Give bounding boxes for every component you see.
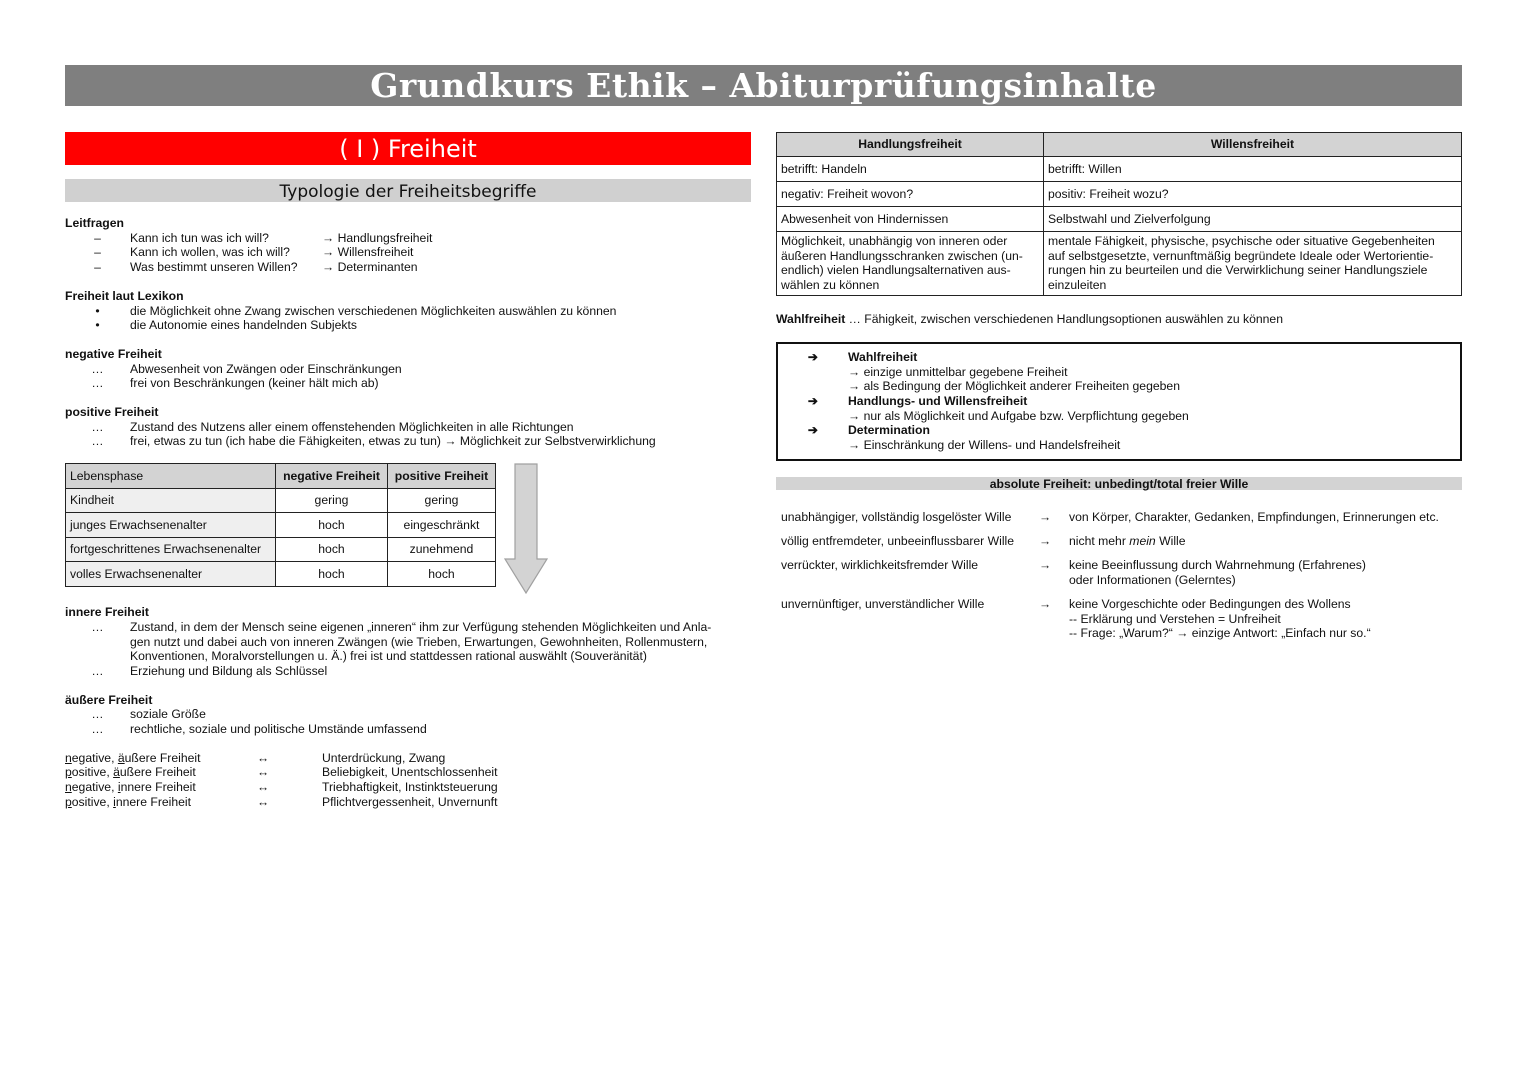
table-cell: junges Erwachsenenalter (66, 513, 276, 538)
contrast-term: negative, innere Freiheit (65, 780, 196, 795)
item-text: die Möglichkeit ohne Zwang zwischen verschiedenen Möglichkeiten auswählen zu können (130, 303, 617, 318)
table-row (777, 182, 1462, 207)
table-cell: positiv: Freiheit wozu? (1044, 182, 1462, 207)
box-text: Determination → Einschränkung der Willens- und Handelsfreiheit (848, 423, 1121, 453)
wahlfreiheit-definition (776, 312, 1462, 326)
box-text: Wahlfreiheit → einzige unmittelbar gegebene Freiheit → als Bedingung der Möglichkeit anderer Freiheiten gegeben (848, 349, 1180, 394)
list-item (65, 376, 751, 391)
item-text: keine Beeinflussung durch Wahrnehmung (Erfahrenes) oder Informationen (Gelerntes) (1069, 558, 1366, 587)
list-item (65, 420, 751, 435)
aeussere-freiheit-title: äußere Freiheit (65, 692, 153, 707)
box-item (778, 394, 1460, 423)
table-cell: zunehmend (388, 537, 496, 562)
contrast-term: positive, innere Freiheit (65, 794, 192, 809)
item-text: von Körper, Charakter, Gedanken, Empfindungen, Erinnerungen etc. (1069, 509, 1439, 524)
absolute-freiheit-title: absolute Freiheit: unbedingt/total freier Wille (776, 477, 1462, 490)
leitfragen-section (65, 216, 751, 275)
table-cell: negativ: Freiheit wovon? (777, 182, 1044, 207)
table-row (66, 562, 496, 587)
arrow-icon: → (1039, 509, 1052, 524)
item-text: Erziehung und Bildung als Schlüssel (130, 663, 328, 678)
absolute-freiheit-list (776, 510, 1462, 641)
table-cell: gering (388, 488, 496, 513)
right-arrow-icon: ➔ (807, 423, 819, 438)
list-item (65, 318, 751, 333)
contrast-result: Unterdrückung, Zwang (322, 750, 446, 765)
item-text: die Autonomie eines handelnden Subjekts (130, 318, 357, 333)
contrast-term: negative, äußere Freiheit (65, 750, 201, 765)
table-cell: hoch (276, 513, 388, 538)
item-text: soziale Größe (130, 707, 206, 722)
arrow-icon: → (1039, 533, 1052, 548)
lebensphase-table-wrap (65, 463, 751, 591)
item-text: nicht mehr mein Wille (1069, 533, 1186, 548)
wahlfreiheit-def: … Fähigkeit, zwischen verschiedenen Handlungsoptionen auswählen zu können (845, 311, 1283, 326)
ellipsis-mark: … (91, 361, 104, 376)
table-header-row (66, 464, 496, 489)
item-line: Konventionen, Moralvorstellungen u. Ä.) frei ist und stattdessen rational auswählt (Souveränität) (130, 649, 647, 664)
table-cell: Kindheit (66, 488, 276, 513)
dash-mark: – (94, 260, 101, 275)
dash-mark: – (94, 230, 101, 245)
subtitle: Typologie der Freiheitsbegriffe (65, 179, 751, 202)
header-cell: Lebensphase (66, 464, 276, 489)
table-cell: Möglichkeit, unabhängig von inneren oder äußeren Handlungsschranken zwischen (un- endlich) vielen Handlungsalternativen aus- wählen zu können (777, 232, 1044, 296)
bidirectional-arrow-icon: ↔ (257, 765, 270, 780)
item-text: Zustand des Nutzens aller einem offenstehenden Möglichkeiten in alle Richtungen (130, 419, 574, 434)
contrast-item (65, 765, 751, 780)
table-row (777, 232, 1462, 296)
header-cell: negative Freiheit (276, 464, 388, 489)
bullet-mark: • (95, 318, 100, 333)
item-text (130, 620, 711, 664)
contrast-result: Beliebigkeit, Unentschlossenheit (322, 765, 498, 780)
list-item (65, 304, 751, 319)
table-cell: Abwesenheit von Hindernissen (777, 207, 1044, 232)
innere-freiheit-title: innere Freiheit (65, 605, 149, 620)
leitfrage-item (65, 260, 751, 275)
lexikon-title: Freiheit laut Lexikon (65, 288, 184, 303)
ellipsis-mark: … (91, 722, 104, 737)
ellipsis-mark: … (91, 376, 104, 391)
list-item (65, 722, 751, 737)
bullet-mark: • (95, 303, 100, 318)
item-text: keine Vorgeschichte oder Bedingungen des Wollens -- Erklärung und Verstehen = Unfreiheit -- Frage: „Warum?“ → einzige Antwort: „Einfach nur so.“ (1069, 597, 1371, 641)
question: Kann ich tun was ich will? (130, 230, 269, 245)
table-cell: fortgeschrittenes Erwachsenenalter (66, 537, 276, 562)
table-cell: gering (276, 488, 388, 513)
answer: → Handlungsfreiheit (322, 230, 433, 245)
ellipsis-mark: … (91, 434, 104, 449)
contrast-result: Triebhaftigkeit, Instinktsteuerung (322, 780, 498, 795)
leitfragen-title: Leitfragen (65, 216, 124, 230)
arrow-icon: → (1039, 597, 1052, 612)
item-term: unabhängiger, vollständig losgelöster Wille (781, 509, 1012, 524)
box-item (778, 350, 1460, 394)
list-item (65, 620, 751, 664)
item-term: völlig entfremdeter, unbeeinflussbarer Wille (781, 533, 1015, 548)
table-row (66, 537, 496, 562)
positive-freiheit-section (65, 405, 751, 449)
list-item (776, 558, 1462, 587)
table-cell: hoch (276, 537, 388, 562)
item-term: verrückter, wirklichkeitsfremder Wille (781, 558, 979, 573)
dash-mark: – (94, 245, 101, 260)
left-column (65, 132, 751, 810)
item-line: Zustand, in dem der Mensch seine eigenen „inneren“ ihm zur Verfügung stehenden Möglichkeiten und Anla- (130, 619, 712, 634)
question: Kann ich wollen, was ich will? (130, 245, 290, 260)
table-row (66, 488, 496, 513)
list-item (65, 362, 751, 377)
item-line: gen nutzt und dabei auch von inneren Zwängen (wie Trieben, Erwartungen, Gewohnheiten, Rollenmustern, (130, 634, 708, 649)
table-cell: mentale Fähigkeit, physische, psychische oder situative Gegebenheiten auf selbstgesetzte, vernunftmäßig begründete Ideale oder Wertorientie- rungen hin zu beurteilen und die Verwirklichung seiner Handlungsziele einzuleiten (1044, 232, 1462, 296)
wahlfreiheit-term: Wahlfreiheit (776, 311, 846, 326)
table-cell: betrifft: Willen (1044, 157, 1462, 182)
box-text: Handlungs- und Willensfreiheit → nur als Möglichkeit und Aufgabe bzw. Verpflichtung gegeben (848, 393, 1189, 423)
leitfrage-item (65, 245, 751, 260)
table-cell: eingeschränkt (388, 513, 496, 538)
down-arrow-icon (504, 463, 548, 594)
item-term: unvernünftiger, unverständlicher Wille (781, 597, 985, 612)
list-item (776, 510, 1462, 525)
freiheit-comparison-table (776, 132, 1462, 296)
right-arrow-icon: ➔ (807, 349, 819, 364)
ellipsis-mark: … (91, 619, 104, 634)
table-cell: betrifft: Handeln (777, 157, 1044, 182)
right-column (776, 132, 1462, 651)
list-item (776, 534, 1462, 549)
negative-freiheit-title: negative Freiheit (65, 346, 162, 361)
item-text: frei von Beschränkungen (keiner hält mich ab) (130, 376, 379, 391)
header-cell: Willensfreiheit (1044, 133, 1462, 157)
item-text: frei, etwas zu tun (ich habe die Fähigkeiten, etwas zu tun) → Möglichkeit zur Selbstverwirklichung (130, 434, 656, 449)
table-row (66, 513, 496, 538)
list-item (65, 434, 751, 449)
item-text: Abwesenheit von Zwängen oder Einschränkungen (130, 361, 402, 376)
contrast-term: positive, äußere Freiheit (65, 765, 196, 780)
right-arrow-icon: ➔ (807, 393, 819, 408)
section-title: ( I ) Freiheit (65, 132, 751, 165)
table-cell: volles Erwachsenenalter (66, 562, 276, 587)
contrast-result: Pflichtvergessenheit, Unvernunft (322, 794, 498, 809)
table-row (777, 157, 1462, 182)
ellipsis-mark: … (91, 707, 104, 722)
box-item (778, 423, 1460, 452)
answer: → Determinanten (322, 260, 418, 275)
table-header-row (777, 133, 1462, 157)
lebensphase-table (65, 463, 496, 587)
contrast-item (65, 780, 751, 795)
arrow-icon: → (1039, 558, 1052, 573)
list-item (65, 664, 751, 679)
header-cell: positive Freiheit (388, 464, 496, 489)
list-item (65, 707, 751, 722)
question: Was bestimmt unseren Willen? (130, 260, 298, 275)
bidirectional-arrow-icon: ↔ (257, 780, 270, 795)
contrast-list (65, 751, 751, 810)
page-banner: Grundkurs Ethik – Abiturprüfungsinhalte (65, 65, 1462, 106)
table-cell: hoch (388, 562, 496, 587)
list-item (776, 597, 1462, 641)
innere-freiheit-section (65, 605, 751, 679)
negative-freiheit-section (65, 347, 751, 391)
contrast-item (65, 795, 751, 810)
bidirectional-arrow-icon: ↔ (257, 794, 270, 809)
leitfrage-item (65, 231, 751, 246)
ellipsis-mark: … (91, 419, 104, 434)
header-cell: Handlungsfreiheit (777, 133, 1044, 157)
positive-freiheit-title: positive Freiheit (65, 405, 159, 420)
table-cell: hoch (276, 562, 388, 587)
table-row (777, 207, 1462, 232)
item-text: rechtliche, soziale und politische Umstände umfassend (130, 722, 427, 737)
answer: → Willensfreiheit (322, 245, 414, 260)
summary-box (776, 342, 1462, 461)
lexikon-section (65, 289, 751, 333)
ellipsis-mark: … (91, 663, 104, 678)
bidirectional-arrow-icon: ↔ (257, 750, 270, 765)
contrast-item (65, 751, 751, 766)
table-cell: Selbstwahl und Zielverfolgung (1044, 207, 1462, 232)
aeussere-freiheit-section (65, 693, 751, 737)
